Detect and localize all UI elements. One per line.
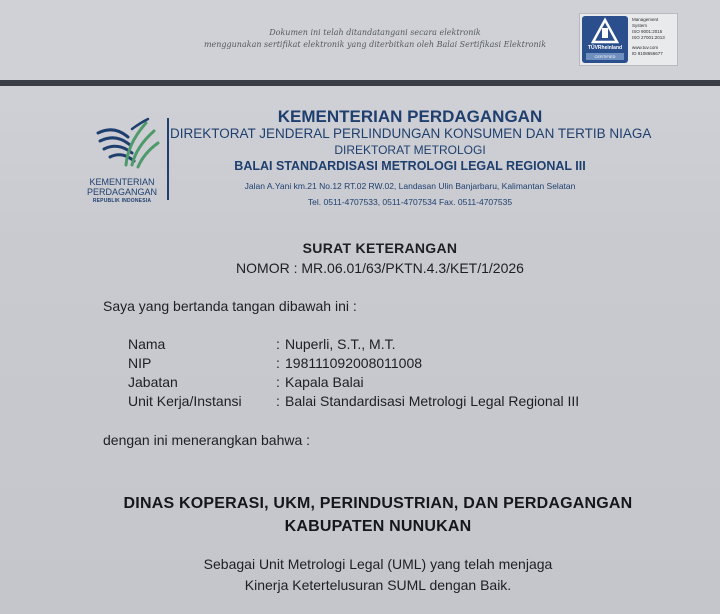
organization-line: KABUPATEN NUNUKAN	[284, 518, 472, 535]
description-line: Sebagai Unit Metrologi Legal (UML) yang telah menjaga	[203, 556, 553, 572]
field-value: Kapala Balai	[285, 374, 364, 390]
organization-name	[0, 492, 720, 538]
esign-line-1: Dokumen ini telah ditandatangani secara elektronik	[269, 28, 481, 37]
tuv-info-line: ID 9108656677	[632, 51, 663, 56]
field-value: 198111092008011008	[285, 355, 423, 371]
field-value: Balai Standardisasi Metrologi Legal Regional III	[285, 393, 580, 409]
office-phone: Tel. 0511-4707533, 0511-4707534 Fax. 0511-4707535	[307, 197, 513, 207]
document-number: NOMOR : MR.06.01/63/PKTN.4.3/KET/1/2026	[236, 260, 524, 276]
field-label: NIP	[128, 355, 152, 371]
directorate-general: DIREKTORAT JENDERAL PERLINDUNGAN KONSUMEN DAN TERTIB NIAGA	[170, 126, 652, 141]
tuv-triangle-icon	[582, 16, 628, 46]
directorate: DIREKTORAT METROLOGI	[334, 143, 486, 157]
logo-text-line: REPUBLIK INDONESIA	[92, 198, 152, 204]
tuv-certified-label: CERTIFIED	[586, 53, 624, 60]
document-page: Dokumen ini telah ditandatangani secara elektronik menggunakan sertifikat elektronik yang diterbitkan oleh Balai Sertifikasi Elektronik TÜVRheinland CERTIFIED Management System ISO 9001:2015 ISO 27001:2013 www.tuv.com ID 9108656677 KEMENTERIAN PERDAGANGAN REPUBLIK INDONESIA KEMENTERIAN PERDAGANGAN DIREKTORAT JENDERAL PERLINDUNGAN KONSUMEN DAN TERTIB NIAGA DIREKTORAT METROLOGI BALAI STANDARDISASI METROLOGI LEGAL REGIONAL III Jalan A.Yani km.21 No.12 RT.02 RW.02, Landasan Ulin Banjarbaru, Kalimantan Selatan Tel. 0511-4707533, 0511-4707534 Fax. 0511-4707535 SURAT KETERANGAN NOMOR : MR.06.01/63/PKTN.4.3/KET/1/2026 Saya yang bertanda tangan dibawah ini : Nama : Nuperli, S.T., M.T. NIP : 198111092008011008 Jabatan : Kapala Balai Unit Kerja/Instansi : Balai Standardisasi Metrologi Legal Regional III dengan ini menerangkan bahwa : DINAS KOPERASI, UKM, PERINDUSTRIAN, DAN PERDAGANGAN KABUPATEN NUNUKAN Sebagai Unit Metrologi Legal (UML) yang telah menjaga Kinerja Ketertelusuran SUML dengan Baik.	[0, 0, 720, 614]
organization-line: DINAS KOPERASI, UKM, PERINDUSTRIAN, DAN PERDAGANGAN	[123, 495, 633, 512]
esign-line-2: menggunakan sertifikat elektronik yang diterbitkan oleh Balai Sertifikasi Elektronik	[203, 40, 547, 49]
ministry-name: KEMENTERIAN PERDAGANGAN	[277, 107, 543, 126]
field-label: Nama	[128, 336, 166, 352]
intro-text: Saya yang bertanda tangan dibawah ini :	[103, 298, 357, 314]
tuv-info-line: ISO 27001:2013	[632, 35, 665, 40]
logo-text	[80, 177, 164, 205]
header-divider	[0, 80, 720, 86]
field-value: Nuperli, S.T., M.T.	[285, 336, 396, 352]
description-line: Kinerja Ketertelusuran SUML dengan Baik.	[244, 577, 512, 593]
letterhead-divider	[167, 118, 169, 200]
tuv-brand: TÜVRheinland	[587, 45, 623, 51]
esign-notice	[0, 0, 720, 80]
field-label: Unit Kerja/Instansi	[128, 393, 242, 409]
esign-text	[175, 27, 575, 51]
tuv-logo	[582, 16, 628, 63]
office-address: Jalan A.Yani km.21 No.12 RT.02 RW.02, Landasan Ulin Banjarbaru, Kalimantan Selatan	[244, 181, 576, 191]
office-name: BALAI STANDARDISASI METROLOGI LEGAL REGIONAL III	[234, 159, 586, 173]
tuv-info	[632, 17, 676, 57]
ministry-logo-icon	[92, 115, 162, 170]
logo-text-line: KEMENTERIAN	[89, 177, 155, 187]
description	[0, 554, 720, 596]
field-label: Jabatan	[128, 374, 178, 390]
tuv-info-line: ISO 9001:2015	[632, 29, 663, 34]
logo-text-line: PERDAGANGAN	[86, 187, 157, 197]
tuv-info-line: System	[632, 23, 648, 28]
statement-text: dengan ini menerangkan bahwa :	[103, 432, 311, 448]
tuv-certification-badge	[579, 13, 678, 66]
document-title: SURAT KETERANGAN	[302, 240, 458, 256]
tuv-info-line: Management	[632, 17, 659, 22]
tuv-info-line: www.tuv.com	[632, 45, 659, 50]
